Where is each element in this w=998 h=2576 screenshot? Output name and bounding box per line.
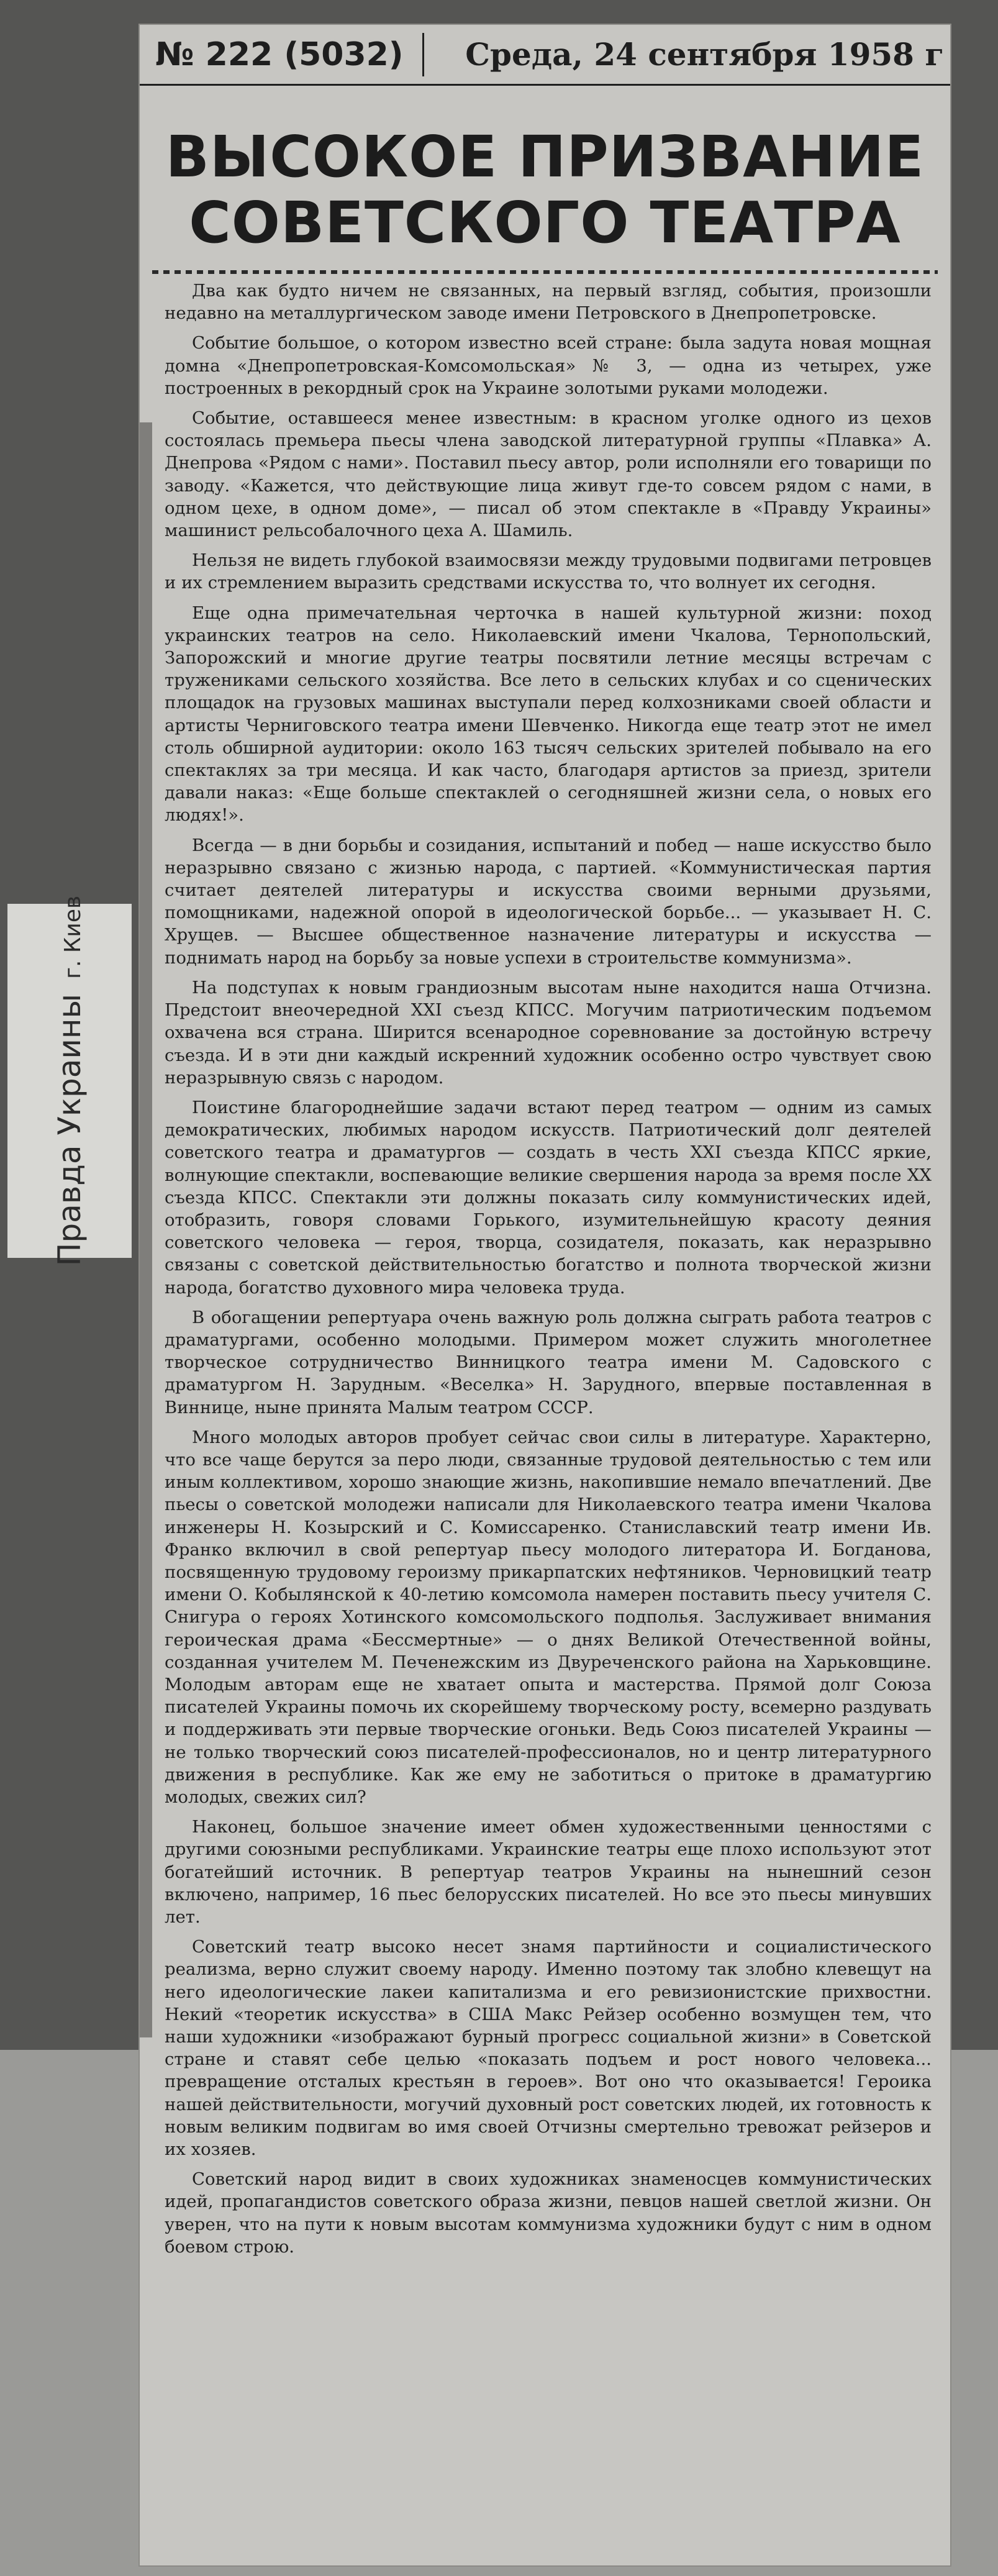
source-city: г. Киев (60, 895, 86, 979)
article-paragraph: В обогащении репертуара очень важную роль должна сыграть работа театров с драматургами, особенно молодыми. Примером может служить многолетнее творческое сотрудничество Винницкого театра имени М. Садовского с драматургом Н. Зарудным. «Веселка» Н. Зарудного, впервые поставленная в Виннице, ныне принята Малым театром СССР. (165, 1307, 932, 1418)
article-paragraph: На подступах к новым грандиозным высотам ныне находится наша Отчизна. Предстоит внеочередной XXI съезд КПСС. Могучим патриотическим подъемом охвачена вся страна. Ширится всенародное соревнование за достойную встречу съезда. И в эти дни каждый искренний художник особенно остро чувствует свою неразрывную связь с народом. (165, 977, 932, 1088)
headline-divider (152, 270, 938, 274)
source-label (7, 895, 132, 1267)
clipping-edge-shadow (140, 422, 152, 2037)
newspaper-clipping (140, 25, 950, 2565)
headline-line-1: ВЫСОКОЕ ПРИЗВАНИЕ (165, 124, 925, 190)
article-paragraph: Наконец, большое значение имеет обмен художественными ценностями с другими союзными республиками. Украинские театры еще плохо используют этот богатейший источник. В репертуар театров Украины на нынешний сезон включено, например, 16 пьес белорусских писателей. Но все это пьесы минувших лет. (165, 1817, 932, 1927)
article-paragraph: Всегда — в дни борьбы и созидания, испытаний и побед — наше искусство было неразрывно связано с жизнью народа, с партией. «Коммунистическая партия считает деятелей литературы и искусства своими верными друзьями, помощниками, надежной опорой в идеологической борьбе... — указывает Н. С. Хрущев. — Высшее общественное назначение литературы и искусства — поднимать народ на борьбу за новые успехи в строительстве коммунизма». (165, 835, 932, 968)
article-paragraph: Два как будто ничем не связанных, на первый взгляд, события, произошли недавно на металлургическом заводе имени Петровского в Днепропетровске. (165, 281, 932, 324)
issue-date: Среда, 24 сентября 1958 г (465, 36, 944, 73)
article-paragraph: Нельзя не видеть глубокой взаимосвязи между трудовыми подвигами петровцев и их стремлением выразить средствами искусства то, что волнует их сегодня. (165, 550, 932, 593)
masthead-divider (422, 33, 424, 76)
masthead (140, 25, 950, 86)
article-headline (140, 124, 950, 256)
article-paragraph: Советский народ видит в своих художниках знаменосцев коммунистических идей, пропагандистов советского образа жизни, певцов нашей светлой жизни. Он уверен, что на пути к новым высотам коммунизма художники будут с ним в одном боевом строю. (165, 2169, 932, 2257)
article-paragraph: Событие, оставшееся менее известным: в красном уголке одного из цехов состоялась премьера пьесы члена заводской литературной группы «Плавка» А. Днепрова «Рядом с нами». Поставил пьесу автор, роли исполняли его товарищи по заводу. «Кажется, что действующие лица живут где-то совсем рядом с нами, в одном цехе, в одном доме», — писал об этом спектакле в «Правду Украины» машинист рельсобалочного цеха А. Шамиль. (165, 408, 932, 541)
source-label-text (52, 896, 88, 1266)
issue-number: № 222 (5032) (155, 35, 404, 73)
source-newspaper: Правда Украины (52, 993, 88, 1267)
article-paragraph: Много молодых авторов пробует сейчас свои силы в литературе. Характерно, что все чаще берутся за перо люди, связанные трудовой деятельностью с тем или иным коллективом, хорошо знающие жизнь, накопившие немало впечатлений. Две пьесы о советской молодежи написали для Николаевского театра имени Чкалова инженеры Н. Козырский и С. Комиссаренко. Станиславский театр имени Ив. Франко включил в свой репертуар пьесу молодого литератора И. Богданова, посвященную трудовому героизму прикарпатских нефтяников. Черновицкий театр имени О. Кобылянской к 40-летию комсомола намерен поставить пьесу учителя С. Снигура о героях Хотинского комсомольского подполья. Заслуживает внимания героическая драма «Бессмертные» — о днях Великой Отечественной войны, созданная учителем М. Печенежским из Двуреченского района на Харьковщине. Молодым авторам еще не хватает опыта и мастерства. Прямой долг Союза писателей Украины помочь их скорейшему творческому росту, всемерно раздувать и поддерживать эти первые творческие огоньки. Ведь Союз писателей Украины — не только творческий союз писателей-профессионалов, но и центр литературного движения в республике. Как же ему не заботиться о притоке в драматургию молодых, свежих сил? (165, 1427, 932, 1807)
article-paragraph: Еще одна примечательная черточка в нашей культурной жизни: поход украинских театров на село. Николаевский имени Чкалова, Тернопольский, Запорожский и многие другие театры посвятили летние месяцы встречам с тружениками сельского хозяйства. Все лето в сельских клубах и со сценических площадок на грузовых машинах выступали перед колхозниками своей области и артисты Черниговского театра имени Шевченко. Никогда еще театр этот не имел столь обширной аудитории: около 163 тысяч сельских зрителей побывало на его спектаклях за три месяца. И как часто, благодаря артистов за приезд, зрители давали наказ: «Еще больше спектаклей о сегодняшней жизни села, о новых его людях!». (165, 603, 932, 826)
article-body (165, 280, 932, 2265)
article-paragraph: Советский театр высоко несет знамя партийности и социалистического реализма, верно служит своему народу. Именно поэтому так злобно клевещут на него идеологические лакеи капитализма и его ревизионистские прихвостни. Некий «теоретик искусства» в США Макс Рейзер особенно возмущен тем, что наши художники «изображают бурный прогресс социальной жизни» в Советской стране и ставят себе целью «показать подъем и рост нового человека... превращение отсталых крестьян в героев». Вот оно что оказывается! Героика нашей действительности, могучий духовный рост советских людей, их готовность к новым великим подвигам во имя своей Отчизны смертельно тревожат рейзеров и их хозяев. (165, 1937, 932, 2160)
article-paragraph: Поистине благороднейшие задачи встают перед театром — одним из самых демократических, любимых народом искусств. Патриотический долг деятелей советского театра и драматургов — создать в честь XXI съезда КПСС яркие, волнующие спектакли, воспевающие великие свершения народа за время после XX съезда КПСС. Спектакли эти должны показать силу коммунистических идей, отобразить, говоря словами Горького, изумительнейшую красоту деяния советского человека — героя, творца, созидателя, показать, как неразрывно связаны с советской действительностью богатство и полнота творческой жизни народа, богатство духовного мира человека труда. (165, 1097, 932, 1298)
article-paragraph: Событие большое, о котором известно всей стране: была задута новая мощная домна «Днепропетровская-Комсомольская» № 3, — одна из четырех, уже построенных в рекордный срок на Украине золотыми руками молодежи. (165, 333, 932, 398)
headline-line-2: СОВЕТСКОГО ТЕАТРА (189, 189, 901, 256)
